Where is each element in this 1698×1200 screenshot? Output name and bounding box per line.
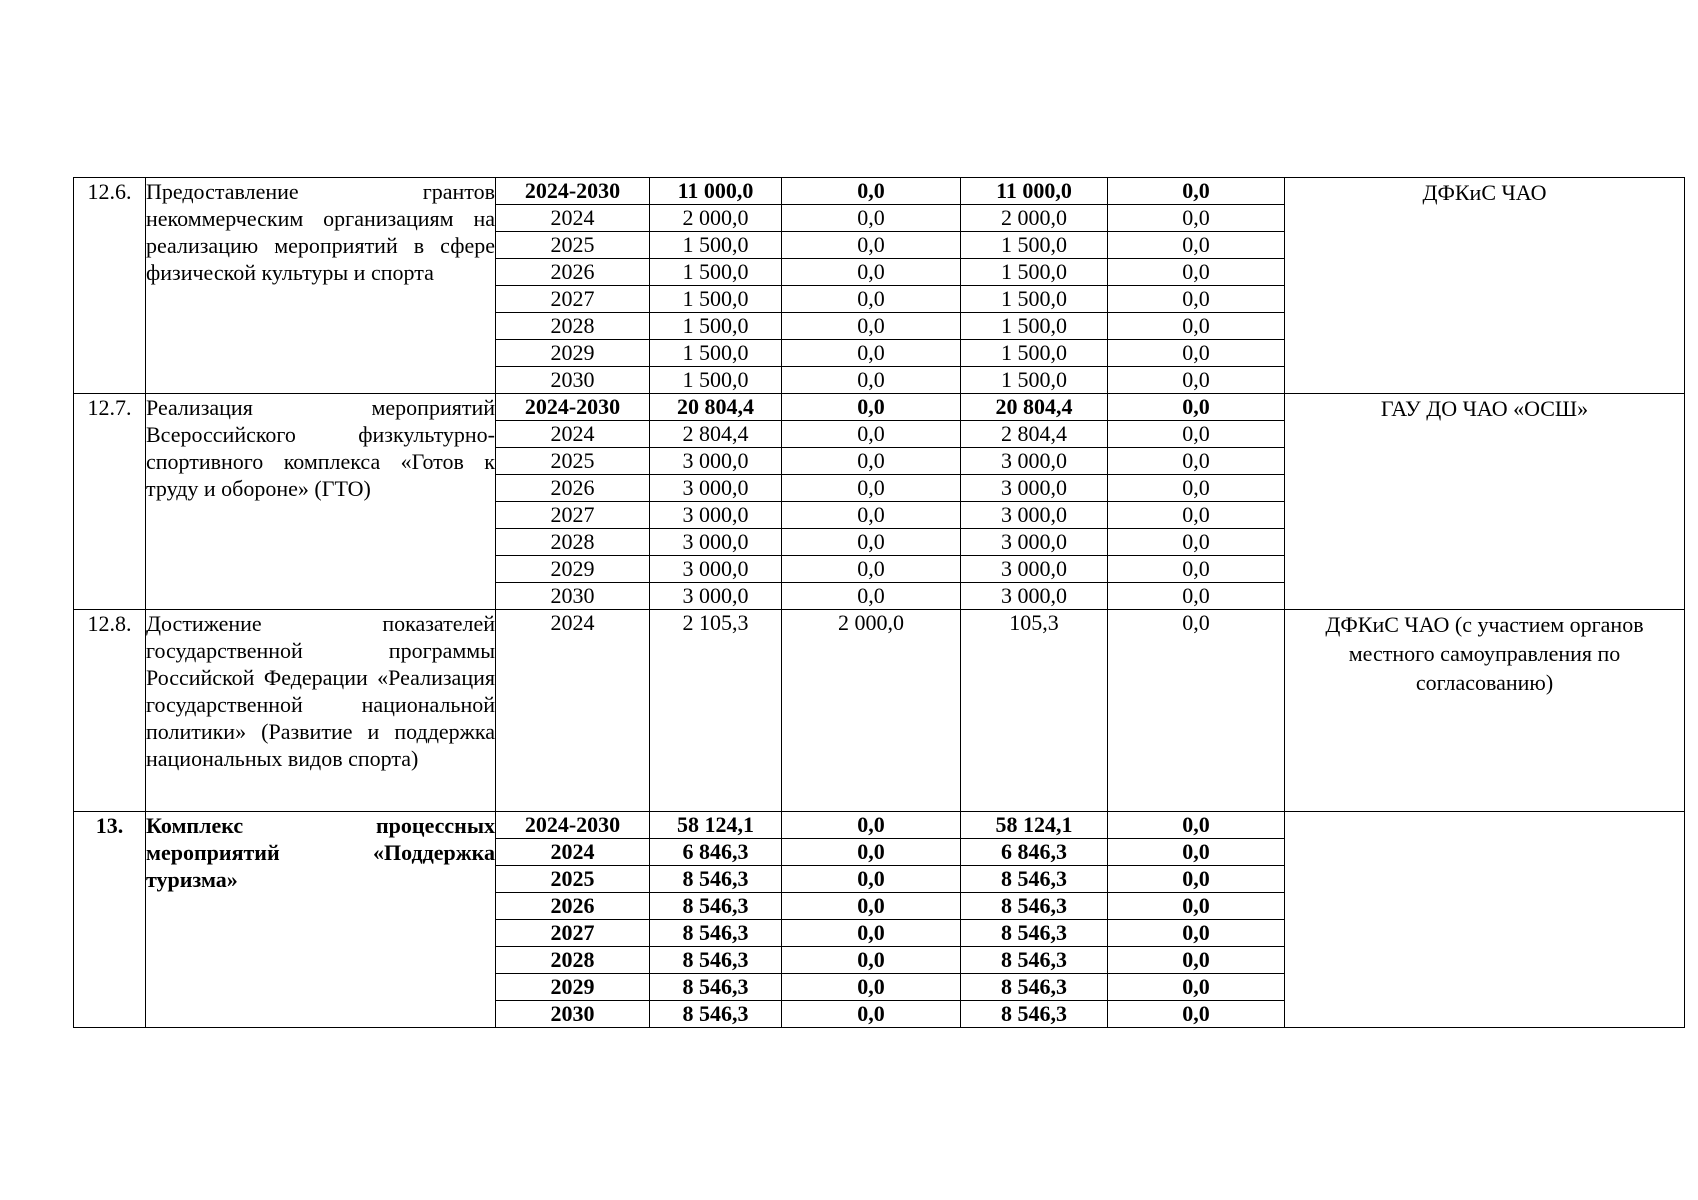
other-sources-cell: 0,0 xyxy=(1108,529,1285,556)
other-sources-cell: 0,0 xyxy=(1108,812,1285,839)
regional-budget-cell: 3 000,0 xyxy=(961,529,1108,556)
federal-budget-cell: 0,0 xyxy=(782,502,961,529)
regional-budget-cell: 8 546,3 xyxy=(961,920,1108,947)
period-cell: 2024 xyxy=(496,839,650,866)
federal-budget-cell: 0,0 xyxy=(782,259,961,286)
total-cell: 1 500,0 xyxy=(650,232,782,259)
other-sources-cell: 0,0 xyxy=(1108,866,1285,893)
regional-budget-cell: 2 000,0 xyxy=(961,205,1108,232)
other-sources-cell: 0,0 xyxy=(1108,205,1285,232)
period-cell: 2027 xyxy=(496,502,650,529)
section-number: 12.6. xyxy=(74,178,146,394)
other-sources-cell: 0,0 xyxy=(1108,974,1285,1001)
total-cell: 1 500,0 xyxy=(650,367,782,394)
total-cell: 2 105,3 xyxy=(650,610,782,812)
regional-budget-cell: 1 500,0 xyxy=(961,367,1108,394)
federal-budget-cell: 0,0 xyxy=(782,974,961,1001)
other-sources-cell: 0,0 xyxy=(1108,893,1285,920)
regional-budget-cell: 1 500,0 xyxy=(961,313,1108,340)
total-cell: 3 000,0 xyxy=(650,583,782,610)
period-cell: 2025 xyxy=(496,866,650,893)
period-cell: 2027 xyxy=(496,920,650,947)
federal-budget-cell: 0,0 xyxy=(782,583,961,610)
federal-budget-cell: 0,0 xyxy=(782,394,961,421)
total-cell: 8 546,3 xyxy=(650,866,782,893)
period-cell: 2026 xyxy=(496,475,650,502)
federal-budget-cell: 0,0 xyxy=(782,205,961,232)
total-cell: 8 546,3 xyxy=(650,1001,782,1028)
federal-budget-cell: 0,0 xyxy=(782,529,961,556)
table-row xyxy=(74,610,1685,812)
period-cell: 2024-2030 xyxy=(496,178,650,205)
other-sources-cell: 0,0 xyxy=(1108,313,1285,340)
period-cell: 2027 xyxy=(496,286,650,313)
executor-cell: ДФКиС ЧАО (с участием органов местного самоуправления по согласованию) xyxy=(1285,610,1685,812)
other-sources-cell: 0,0 xyxy=(1108,556,1285,583)
period-cell: 2024-2030 xyxy=(496,812,650,839)
period-cell: 2025 xyxy=(496,232,650,259)
regional-budget-cell: 8 546,3 xyxy=(961,947,1108,974)
other-sources-cell: 0,0 xyxy=(1108,340,1285,367)
federal-budget-cell: 0,0 xyxy=(782,920,961,947)
other-sources-cell: 0,0 xyxy=(1108,367,1285,394)
other-sources-cell: 0,0 xyxy=(1108,502,1285,529)
other-sources-cell: 0,0 xyxy=(1108,475,1285,502)
federal-budget-cell: 0,0 xyxy=(782,475,961,502)
table-row xyxy=(74,178,1685,205)
total-cell: 3 000,0 xyxy=(650,529,782,556)
regional-budget-cell: 105,3 xyxy=(961,610,1108,812)
regional-budget-cell: 8 546,3 xyxy=(961,974,1108,1001)
other-sources-cell: 0,0 xyxy=(1108,947,1285,974)
other-sources-cell: 0,0 xyxy=(1108,394,1285,421)
executor-cell: ДФКиС ЧАО xyxy=(1285,178,1685,394)
federal-budget-cell: 0,0 xyxy=(782,286,961,313)
regional-budget-cell: 1 500,0 xyxy=(961,286,1108,313)
federal-budget-cell: 0,0 xyxy=(782,1001,961,1028)
other-sources-cell: 0,0 xyxy=(1108,421,1285,448)
other-sources-cell: 0,0 xyxy=(1108,839,1285,866)
regional-budget-cell: 8 546,3 xyxy=(961,893,1108,920)
total-cell: 8 546,3 xyxy=(650,947,782,974)
section-name: Достижение показателей государственной программы Российской Федерации «Реализация государственной национальной политики» (Развитие и поддержка национальных видов спорта) xyxy=(146,610,496,812)
regional-budget-cell: 3 000,0 xyxy=(961,448,1108,475)
federal-budget-cell: 0,0 xyxy=(782,866,961,893)
other-sources-cell: 0,0 xyxy=(1108,448,1285,475)
other-sources-cell: 0,0 xyxy=(1108,610,1285,812)
total-cell: 3 000,0 xyxy=(650,475,782,502)
regional-budget-cell: 3 000,0 xyxy=(961,502,1108,529)
federal-budget-cell: 0,0 xyxy=(782,947,961,974)
period-cell: 2026 xyxy=(496,893,650,920)
federal-budget-cell: 0,0 xyxy=(782,893,961,920)
section-number: 12.7. xyxy=(74,394,146,610)
period-cell: 2028 xyxy=(496,529,650,556)
total-cell: 3 000,0 xyxy=(650,502,782,529)
period-cell: 2028 xyxy=(496,947,650,974)
other-sources-cell: 0,0 xyxy=(1108,286,1285,313)
period-cell: 2030 xyxy=(496,367,650,394)
section-name: Комплекс процессных мероприятий «Поддержка туризма» xyxy=(146,812,496,1028)
period-cell: 2024 xyxy=(496,610,650,812)
other-sources-cell: 0,0 xyxy=(1108,920,1285,947)
period-cell: 2030 xyxy=(496,583,650,610)
total-cell: 11 000,0 xyxy=(650,178,782,205)
period-cell: 2024 xyxy=(496,421,650,448)
total-cell: 6 846,3 xyxy=(650,839,782,866)
regional-budget-cell: 11 000,0 xyxy=(961,178,1108,205)
period-cell: 2024 xyxy=(496,205,650,232)
total-cell: 8 546,3 xyxy=(650,893,782,920)
total-cell: 3 000,0 xyxy=(650,448,782,475)
other-sources-cell: 0,0 xyxy=(1108,583,1285,610)
regional-budget-cell: 2 804,4 xyxy=(961,421,1108,448)
total-cell: 2 000,0 xyxy=(650,205,782,232)
total-cell: 1 500,0 xyxy=(650,259,782,286)
period-cell: 2029 xyxy=(496,340,650,367)
period-cell: 2024-2030 xyxy=(496,394,650,421)
total-cell: 1 500,0 xyxy=(650,340,782,367)
federal-budget-cell: 0,0 xyxy=(782,178,961,205)
federal-budget-cell: 0,0 xyxy=(782,421,961,448)
total-cell: 3 000,0 xyxy=(650,556,782,583)
period-cell: 2025 xyxy=(496,448,650,475)
table-row xyxy=(74,812,1685,839)
section-name: Предоставление грантов некоммерческим организациям на реализацию мероприятий в сфере физической культуры и спорта xyxy=(146,178,496,394)
executor-cell: ГАУ ДО ЧАО «ОСШ» xyxy=(1285,394,1685,610)
other-sources-cell: 0,0 xyxy=(1108,232,1285,259)
regional-budget-cell: 58 124,1 xyxy=(961,812,1108,839)
federal-budget-cell: 0,0 xyxy=(782,448,961,475)
total-cell: 2 804,4 xyxy=(650,421,782,448)
regional-budget-cell: 8 546,3 xyxy=(961,1001,1108,1028)
regional-budget-cell: 3 000,0 xyxy=(961,475,1108,502)
section-number: 12.8. xyxy=(74,610,146,812)
period-cell: 2030 xyxy=(496,1001,650,1028)
regional-budget-cell: 1 500,0 xyxy=(961,340,1108,367)
federal-budget-cell: 0,0 xyxy=(782,556,961,583)
total-cell: 8 546,3 xyxy=(650,920,782,947)
executor-cell xyxy=(1285,812,1685,1028)
other-sources-cell: 0,0 xyxy=(1108,259,1285,286)
federal-budget-cell: 2 000,0 xyxy=(782,610,961,812)
federal-budget-cell: 0,0 xyxy=(782,313,961,340)
period-cell: 2029 xyxy=(496,556,650,583)
other-sources-cell: 0,0 xyxy=(1108,1001,1285,1028)
federal-budget-cell: 0,0 xyxy=(782,340,961,367)
other-sources-cell: 0,0 xyxy=(1108,178,1285,205)
table-row xyxy=(74,394,1685,421)
regional-budget-cell: 20 804,4 xyxy=(961,394,1108,421)
federal-budget-cell: 0,0 xyxy=(782,232,961,259)
regional-budget-cell: 1 500,0 xyxy=(961,259,1108,286)
total-cell: 58 124,1 xyxy=(650,812,782,839)
total-cell: 1 500,0 xyxy=(650,313,782,340)
period-cell: 2026 xyxy=(496,259,650,286)
total-cell: 1 500,0 xyxy=(650,286,782,313)
funding-table xyxy=(73,177,1685,1028)
federal-budget-cell: 0,0 xyxy=(782,367,961,394)
section-name: Реализация мероприятий Всероссийского физкультурно-спортивного комплекса «Готов к труду и обороне» (ГТО) xyxy=(146,394,496,610)
regional-budget-cell: 8 546,3 xyxy=(961,866,1108,893)
total-cell: 20 804,4 xyxy=(650,394,782,421)
regional-budget-cell: 6 846,3 xyxy=(961,839,1108,866)
federal-budget-cell: 0,0 xyxy=(782,839,961,866)
total-cell: 8 546,3 xyxy=(650,974,782,1001)
period-cell: 2029 xyxy=(496,974,650,1001)
regional-budget-cell: 3 000,0 xyxy=(961,583,1108,610)
regional-budget-cell: 3 000,0 xyxy=(961,556,1108,583)
federal-budget-cell: 0,0 xyxy=(782,812,961,839)
table-body xyxy=(74,178,1685,1028)
section-number: 13. xyxy=(74,812,146,1028)
period-cell: 2028 xyxy=(496,313,650,340)
regional-budget-cell: 1 500,0 xyxy=(961,232,1108,259)
